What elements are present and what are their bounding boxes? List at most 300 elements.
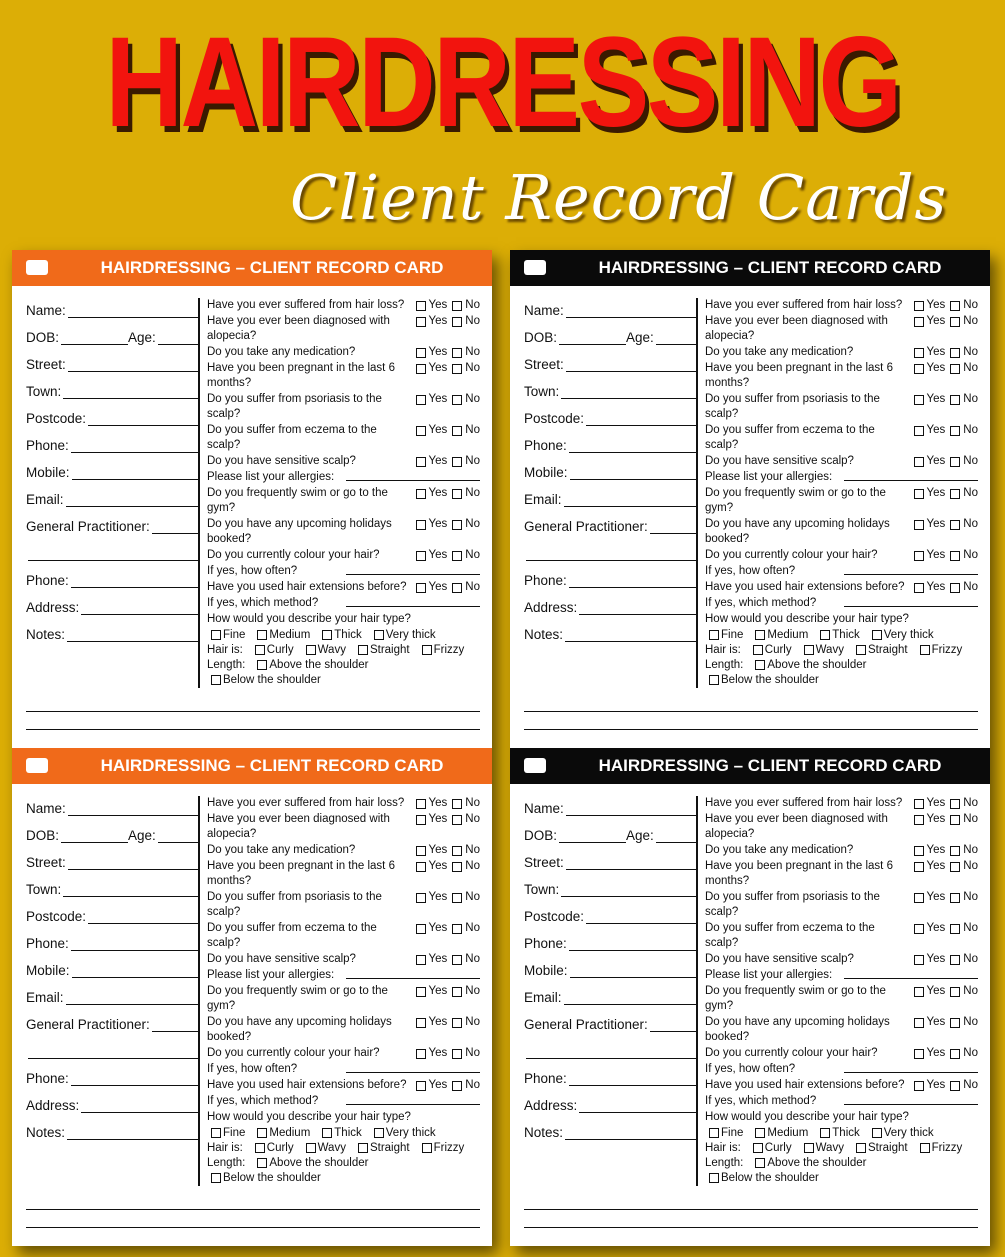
answer-line[interactable] [844,968,979,979]
option-checkbox[interactable] [872,1128,882,1138]
yes-checkbox[interactable] [416,395,426,405]
answer-line[interactable] [346,1062,481,1073]
no-checkbox[interactable] [950,799,960,809]
question-row [207,1015,480,1045]
field-row[interactable] [26,981,198,1008]
question-row [207,1094,480,1109]
option-checkbox[interactable] [374,630,384,640]
no-checkbox[interactable] [950,583,960,593]
notes-line[interactable] [26,1192,480,1210]
yes-checkbox[interactable] [416,426,426,436]
option-checkbox[interactable] [753,1143,763,1153]
field-line[interactable] [63,885,198,897]
no-checkbox[interactable] [950,364,960,374]
yes-checkbox[interactable] [914,924,924,934]
no-checkbox[interactable] [950,862,960,872]
field-row[interactable] [524,1035,696,1062]
field-label: General Practitioner: [26,519,150,534]
field-row[interactable] [524,1062,696,1089]
notes-line[interactable] [524,712,978,730]
no-checkbox[interactable] [452,551,462,561]
yes-checkbox[interactable] [416,348,426,358]
option-checkbox[interactable] [755,1158,765,1168]
field-label: Email: [26,990,64,1005]
question-row [705,859,978,889]
yes-label: Yes [926,362,946,374]
field-row[interactable] [26,321,198,348]
no-checkbox[interactable] [950,489,960,499]
no-label: No [465,797,480,809]
option-checkbox[interactable] [755,630,765,640]
no-checkbox[interactable] [950,924,960,934]
field-row[interactable] [26,537,198,564]
field-line[interactable] [566,858,696,870]
field-line[interactable] [81,1101,198,1113]
no-label: No [465,518,480,530]
field-row[interactable] [524,900,696,927]
field-line[interactable] [67,630,198,642]
no-checkbox[interactable] [452,862,462,872]
option-checkbox[interactable] [257,1158,267,1168]
field-row[interactable] [26,1116,198,1143]
field-line[interactable] [565,630,696,642]
question-row [705,345,978,360]
field-line[interactable] [67,1128,198,1140]
yes-checkbox[interactable] [416,1049,426,1059]
option-checkbox[interactable] [755,1128,765,1138]
answer-line[interactable] [844,564,979,575]
no-checkbox[interactable] [950,846,960,856]
field-line[interactable] [68,858,198,870]
option-checkbox[interactable] [709,1128,719,1138]
no-checkbox[interactable] [452,395,462,405]
field-row[interactable] [524,819,696,846]
yes-checkbox[interactable] [914,364,924,374]
option-checkbox[interactable] [856,1143,866,1153]
no-checkbox[interactable] [950,955,960,965]
yes-checkbox[interactable] [416,846,426,856]
option-checkbox[interactable] [211,630,221,640]
field-row[interactable] [26,348,198,375]
field-line[interactable] [650,522,696,534]
field-line[interactable] [559,831,626,843]
field-row[interactable] [524,1116,696,1143]
option-checkbox[interactable] [306,645,316,655]
no-checkbox[interactable] [452,583,462,593]
option-checkbox[interactable] [804,1143,814,1153]
field-line[interactable] [61,831,128,843]
field-row[interactable] [524,375,696,402]
field-row[interactable] [26,375,198,402]
question-text: Have you used hair extensions before? [705,1079,905,1091]
age-line[interactable] [158,831,198,843]
field-row[interactable] [26,483,198,510]
no-checkbox[interactable] [452,1018,462,1028]
no-checkbox[interactable] [452,520,462,530]
field-row[interactable] [524,321,696,348]
no-checkbox[interactable] [950,551,960,561]
yes-checkbox[interactable] [416,987,426,997]
field-row[interactable] [524,510,696,537]
no-checkbox[interactable] [452,924,462,934]
field-line[interactable] [81,603,198,615]
no-checkbox[interactable] [452,317,462,327]
yes-label: Yes [428,813,448,825]
no-label: No [465,424,480,436]
option-checkbox[interactable] [255,1143,265,1153]
question-row [207,548,480,563]
no-checkbox[interactable] [452,364,462,374]
answer-line[interactable] [844,596,979,607]
option-checkbox[interactable] [211,1173,221,1183]
field-row[interactable] [26,402,198,429]
field-row[interactable] [26,1008,198,1035]
option-checkbox[interactable] [257,630,267,640]
option-checkbox[interactable] [322,1128,332,1138]
yes-checkbox[interactable] [416,799,426,809]
option-checkbox[interactable] [422,1143,432,1153]
no-checkbox[interactable] [452,815,462,825]
field-row[interactable] [26,954,198,981]
no-checkbox[interactable] [452,301,462,311]
notes-line[interactable] [26,712,480,730]
field-row[interactable] [524,564,696,591]
option-checkbox[interactable] [709,675,719,685]
option-checkbox[interactable] [211,675,221,685]
field-row[interactable] [524,1089,696,1116]
age-line[interactable] [656,831,696,843]
field-line[interactable] [566,306,696,318]
yes-checkbox[interactable] [416,301,426,311]
field-row[interactable] [524,846,696,873]
option-checkbox[interactable] [358,1143,368,1153]
field-label: Postcode: [26,411,87,426]
field-line[interactable] [68,360,198,372]
option-checkbox[interactable] [820,1128,830,1138]
yes-checkbox[interactable] [416,1018,426,1028]
yes-label: Yes [428,891,448,903]
question-text: Have you ever suffered from hair loss? [705,797,903,809]
option-checkbox[interactable] [306,1143,316,1153]
no-checkbox[interactable] [950,1049,960,1059]
yes-checkbox[interactable] [416,815,426,825]
hair-is-label: Hair is: [207,644,243,656]
field-row[interactable] [26,873,198,900]
field-row[interactable] [26,846,198,873]
field-row[interactable] [524,456,696,483]
field-line[interactable] [68,804,198,816]
no-checkbox[interactable] [950,987,960,997]
question-text: If yes, how often? [207,565,298,577]
question-text: If yes, how often? [207,1063,298,1075]
field-row[interactable] [524,792,696,819]
field-row[interactable] [524,981,696,1008]
option-label: Thick [334,1127,362,1139]
answer-line[interactable] [844,1062,979,1073]
field-line[interactable] [63,387,198,399]
field-row[interactable] [26,819,198,846]
no-label: No [465,346,480,358]
yes-checkbox[interactable] [914,862,924,872]
card-title: HAIRDRESSING – CLIENT RECORD CARD [598,258,942,277]
field-line[interactable] [526,549,696,561]
field-line[interactable] [570,468,696,480]
yes-checkbox[interactable] [914,987,924,997]
no-checkbox[interactable] [950,348,960,358]
option-checkbox[interactable] [872,630,882,640]
field-row[interactable] [524,402,696,429]
yes-label: Yes [926,1079,946,1091]
field-row[interactable] [26,1062,198,1089]
yes-checkbox[interactable] [914,551,924,561]
answer-line[interactable] [844,470,979,481]
notes-line[interactable] [524,1210,978,1228]
option-checkbox[interactable] [804,645,814,655]
yes-checkbox[interactable] [914,395,924,405]
field-line[interactable] [564,495,696,507]
field-line[interactable] [569,576,696,588]
question-row [705,596,978,611]
option-checkbox[interactable] [374,1128,384,1138]
field-row[interactable] [524,537,696,564]
option-checkbox[interactable] [856,645,866,655]
field-row[interactable] [524,429,696,456]
field-row[interactable] [524,873,696,900]
field-line[interactable] [71,939,198,951]
no-checkbox[interactable] [950,1081,960,1091]
question-text: Have you ever suffered from hair loss? [207,299,405,311]
field-row[interactable] [26,564,198,591]
yes-checkbox[interactable] [914,815,924,825]
field-line[interactable] [569,441,696,453]
yes-label: Yes [926,393,946,405]
yes-checkbox[interactable] [914,489,924,499]
no-checkbox[interactable] [452,893,462,903]
field-row[interactable] [26,900,198,927]
yes-checkbox[interactable] [416,457,426,467]
field-row[interactable] [524,483,696,510]
field-line[interactable] [561,885,696,897]
questionnaire [696,796,978,1186]
notes-line[interactable] [524,694,978,712]
field-line[interactable] [526,1047,696,1059]
yes-checkbox[interactable] [914,955,924,965]
yes-checkbox[interactable] [416,364,426,374]
no-checkbox[interactable] [950,395,960,405]
field-line[interactable] [566,804,696,816]
option-checkbox[interactable] [257,660,267,670]
field-row[interactable] [524,954,696,981]
option-checkbox[interactable] [920,1143,930,1153]
field-line[interactable] [66,495,198,507]
field-line[interactable] [72,966,198,978]
field-line[interactable] [88,414,198,426]
no-checkbox[interactable] [452,987,462,997]
field-line[interactable] [72,468,198,480]
field-line[interactable] [570,966,696,978]
field-line[interactable] [559,333,626,345]
option-checkbox[interactable] [422,645,432,655]
yes-checkbox[interactable] [416,551,426,561]
field-row[interactable] [524,294,696,321]
yes-checkbox[interactable] [416,520,426,530]
field-label: Notes: [26,627,66,642]
question-row [705,580,978,595]
yes-label: Yes [926,891,946,903]
field-line[interactable] [61,333,128,345]
no-label: No [963,985,978,997]
yes-checkbox[interactable] [914,1081,924,1091]
yes-checkbox[interactable] [914,1018,924,1028]
yes-checkbox[interactable] [914,1049,924,1059]
field-line[interactable] [564,993,696,1005]
no-checkbox[interactable] [950,520,960,530]
yes-checkbox[interactable] [914,799,924,809]
yes-checkbox[interactable] [914,457,924,467]
field-line[interactable] [68,306,198,318]
yes-checkbox[interactable] [416,489,426,499]
notes-line[interactable] [524,1192,978,1210]
yes-checkbox[interactable] [914,317,924,327]
field-line[interactable] [71,1074,198,1086]
field-line[interactable] [561,387,696,399]
no-checkbox[interactable] [950,893,960,903]
personal-details [524,294,696,688]
field-line[interactable] [569,939,696,951]
answer-line[interactable] [346,564,481,575]
notes-line[interactable] [26,694,480,712]
field-line[interactable] [586,414,696,426]
field-line[interactable] [586,912,696,924]
field-row[interactable] [26,792,198,819]
answer-line[interactable] [346,470,481,481]
field-line[interactable] [71,576,198,588]
field-line[interactable] [152,522,198,534]
question-row [705,564,978,579]
notes-line[interactable] [26,1210,480,1228]
option-label: Fine [223,1127,246,1139]
no-checkbox[interactable] [452,426,462,436]
field-row[interactable] [524,1008,696,1035]
no-checkbox[interactable] [452,1049,462,1059]
yes-checkbox[interactable] [416,955,426,965]
field-row[interactable] [524,927,696,954]
option-checkbox[interactable] [709,1173,719,1183]
field-line[interactable] [565,1128,696,1140]
field-line[interactable] [28,1047,198,1059]
option-checkbox[interactable] [820,630,830,640]
field-row[interactable] [26,927,198,954]
field-row[interactable] [26,1035,198,1062]
field-line[interactable] [650,1020,696,1032]
yes-checkbox[interactable] [914,846,924,856]
yes-checkbox[interactable] [914,520,924,530]
field-line[interactable] [569,1074,696,1086]
option-checkbox[interactable] [358,645,368,655]
question-text: Do you have sensitive scalp? [207,953,356,965]
field-row[interactable] [524,618,696,645]
card-icon [524,758,546,773]
no-checkbox[interactable] [950,457,960,467]
field-row[interactable] [26,618,198,645]
field-row[interactable] [26,1089,198,1116]
option-checkbox[interactable] [755,660,765,670]
yes-checkbox[interactable] [416,862,426,872]
length-options [705,658,978,688]
yes-checkbox[interactable] [416,1081,426,1091]
option-checkbox[interactable] [920,645,930,655]
field-row[interactable] [524,348,696,375]
no-checkbox[interactable] [950,1018,960,1028]
answer-line[interactable] [844,1094,979,1105]
answer-line[interactable] [346,968,481,979]
age-line[interactable] [158,333,198,345]
question-row [705,517,978,547]
yes-checkbox[interactable] [914,893,924,903]
field-line[interactable] [579,1101,696,1113]
option-label: Medium [767,1127,809,1139]
card-icon [524,260,546,275]
no-checkbox[interactable] [452,348,462,358]
option-checkbox[interactable] [709,630,719,640]
field-row[interactable] [26,456,198,483]
answer-line[interactable] [346,596,481,607]
answer-line[interactable] [346,1094,481,1105]
no-checkbox[interactable] [950,426,960,436]
yes-label: Yes [428,953,448,965]
option-checkbox[interactable] [211,1128,221,1138]
yes-checkbox[interactable] [416,893,426,903]
no-checkbox[interactable] [950,815,960,825]
yes-checkbox[interactable] [914,583,924,593]
field-row[interactable] [26,294,198,321]
age-line[interactable] [656,333,696,345]
field-row[interactable] [524,591,696,618]
option-checkbox[interactable] [322,630,332,640]
field-row[interactable] [26,510,198,537]
yes-checkbox[interactable] [416,583,426,593]
field-line[interactable] [88,912,198,924]
no-checkbox[interactable] [950,317,960,327]
yes-checkbox[interactable] [416,924,426,934]
no-label: No [963,299,978,311]
no-checkbox[interactable] [452,457,462,467]
field-line[interactable] [152,1020,198,1032]
yes-checkbox[interactable] [914,426,924,436]
field-line[interactable] [66,993,198,1005]
question-row [207,596,480,611]
yes-checkbox[interactable] [914,301,924,311]
option-checkbox[interactable] [753,645,763,655]
field-line[interactable] [566,360,696,372]
no-checkbox[interactable] [452,489,462,499]
field-line[interactable] [28,549,198,561]
no-checkbox[interactable] [452,955,462,965]
no-checkbox[interactable] [452,799,462,809]
question-text: Have you ever been diagnosed with alopecia? [705,315,888,342]
yes-checkbox[interactable] [416,317,426,327]
field-line[interactable] [579,603,696,615]
no-checkbox[interactable] [452,1081,462,1091]
no-checkbox[interactable] [950,301,960,311]
yes-checkbox[interactable] [914,348,924,358]
field-line[interactable] [71,441,198,453]
field-row[interactable] [26,591,198,618]
option-checkbox[interactable] [255,645,265,655]
no-checkbox[interactable] [452,846,462,856]
option-checkbox[interactable] [257,1128,267,1138]
field-row[interactable] [26,429,198,456]
